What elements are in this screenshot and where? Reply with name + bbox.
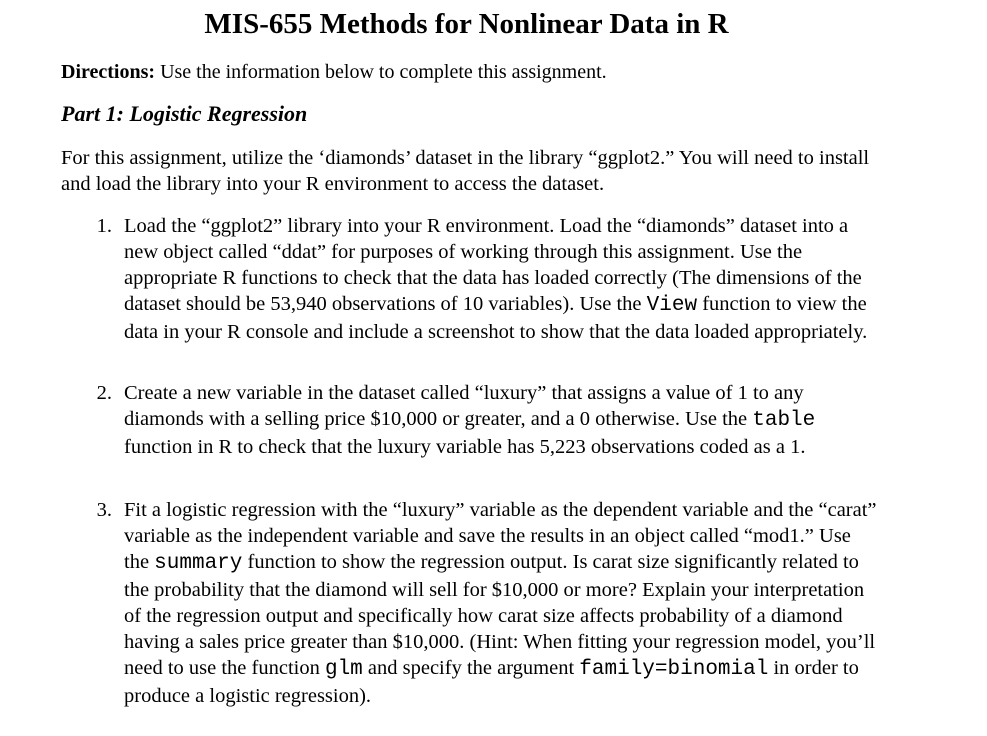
directions [61, 60, 881, 84]
task-text [124, 213, 878, 345]
task-text-segment: Fit a logistic regression with the “luxury” variable as the dependent variable and the “carat” variable as the independent variable and save the results in an object called “mod1.” Use the [124, 499, 877, 573]
task-text [124, 380, 878, 460]
task-item-3 [88, 497, 878, 709]
task-text-segment: in order to produce a logistic regression). [124, 657, 859, 707]
inline-code: View [646, 294, 698, 317]
inline-code: summary [154, 552, 243, 575]
task-text-segment: Create a new variable in the dataset called “luxury” that assigns a value of 1 to any diamonds with a selling price $10,000 or greater, and a 0 otherwise. Use the [124, 382, 804, 430]
task-text-segment: function to view the data in your R console and include a screenshot to show that the data loaded appropriately. [124, 293, 868, 343]
directions-label: Directions: [61, 61, 156, 83]
inline-code: table [752, 409, 816, 432]
directions-text: Use the information below to complete this assignment. [155, 61, 607, 83]
task-text-segment: Load the “ggplot2” library into your R environment. Load the “diamonds” dataset into a new object called “ddat” for purposes of working through this assignment. Use the appropriate R functions to check that the data has loaded correctly (The dimensions of the dataset should be 53,940 observations of 10 variables). Use the [124, 215, 862, 315]
task-item-1 [88, 213, 878, 345]
task-number: 1. [96, 215, 112, 237]
task-text [124, 497, 878, 709]
task-number: 3. [96, 499, 112, 521]
task-text-segment: function in R to check that the luxury variable has 5,223 observations coded as a 1. [124, 436, 806, 458]
inline-code: glm [324, 658, 363, 681]
inline-code: family=binomial [579, 658, 769, 681]
part-1-heading: Part 1: Logistic Regression [61, 101, 308, 126]
task-text-segment: and specify the argument [362, 657, 580, 679]
task-item-2 [88, 380, 878, 460]
task-number: 2. [96, 382, 112, 404]
part-1-intro: For this assignment, utilize the ‘diamonds’ dataset in the library “ggplot2.” You will need to install and load the library into your R environment to access the dataset. [61, 147, 870, 195]
page-title: MIS-655 Methods for Nonlinear Data in R [204, 8, 729, 40]
task-text-segment: function to show the regression output. Is carat size significantly related to the probability that the diamond will sell for $10,000 or more? Explain your interpretation of the regression output and specifically how carat size affects probability of a diamond having a sales price greater than $10,000. (Hint: When fitting your regression model, you’ll need to use the function [124, 551, 876, 679]
